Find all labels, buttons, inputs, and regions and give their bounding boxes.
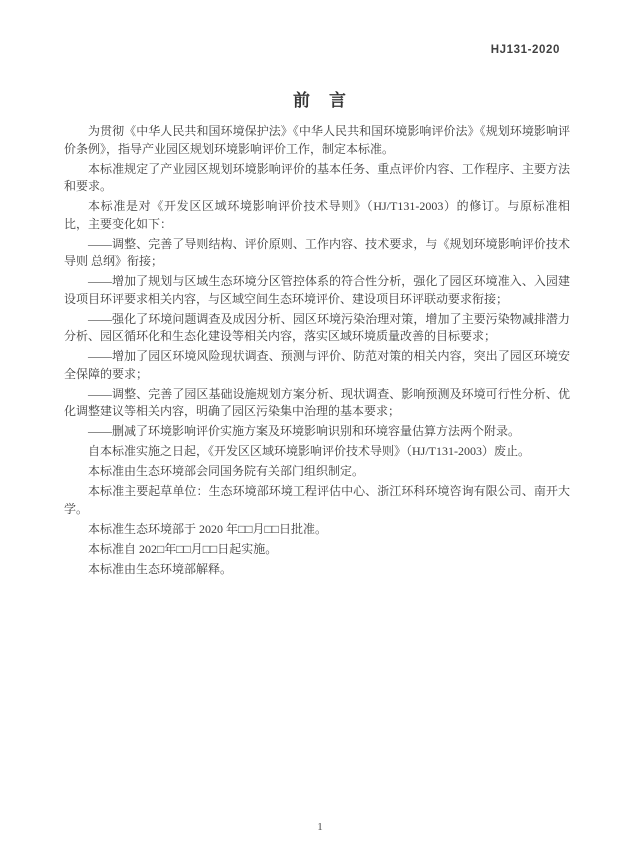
- paragraph-change-1: ——调整、完善了导则结构、评价原则、工作内容、技术要求，与《规划环境影响评价技术导则 总纲》衔接；: [64, 236, 570, 268]
- paragraph-change-6: ——删减了环境影响评价实施方案及环境影响识别和环境容量估算方法两个附录。: [88, 424, 521, 438]
- paragraph-change-5: ——调整、完善了园区基础设施规划方案分析、现状调查、影响预测及环境可行性分析、优化调整建议等相关内容，明确了园区污染集中治理的基本要求；: [64, 386, 570, 418]
- paragraph-scope: 本标准规定了产业园区规划环境影响评价的基本任务、重点评价内容、工作程序、主要方法和要求。: [64, 161, 570, 193]
- paragraph-purpose: 为贯彻《中华人民共和国环境保护法》《中华人民共和国环境影响评价法》《规划环境影响评价条例》，指导产业园区规划环境影响评价工作，制定本标准。: [64, 124, 570, 156]
- paragraph-drafters: 本标准主要起草单位：生态环境部环境工程评估中心、浙江环科环境咨询有限公司、南开大学。: [64, 484, 570, 516]
- paragraph-interpret: 本标准由生态环境部解释。: [88, 561, 233, 576]
- paragraph-abolish: 自本标准实施之日起，《开发区区域环境影响评价技术导则》（HJ/T131-2003）废止。: [88, 444, 530, 458]
- paragraph-change-3: ——强化了环境问题调查及成因分析、园区环境污染治理对策，增加了主要污染物减排潜力分析、园区循环化和生态化建设等相关内容，落实区域环境质量改善的目标要求；: [64, 311, 570, 343]
- page-title: 前 言: [293, 91, 347, 110]
- paragraph-change-4: ——增加了园区环境风险现状调查、预测与评价、防范对策的相关内容，突出了园区环境安全保障的要求；: [64, 349, 570, 381]
- paragraph-effective: 本标准自 202□年□□月□□日起实施。: [88, 541, 278, 556]
- standard-code: HJ131-2020: [490, 44, 560, 56]
- paragraph-change-2: ——增加了规划与区域生态环境分区管控体系的符合性分析，强化了园区环境准入、入园建设项目环评要求相关内容，与区域空间生态环境评价、建设项目环评联动要求衔接；: [64, 274, 570, 306]
- page-number: 1: [317, 821, 323, 833]
- paragraph-organizer: 本标准由生态环境部会同国务院有关部门组织制定。: [88, 464, 365, 478]
- paragraph-revision: 本标准是对《开发区区域环境影响评价技术导则》（HJ/T131-2003）的修订。与原标准相比，主要变化如下：: [64, 199, 570, 231]
- paragraph-approval: 本标准生态环境部于 2020 年□□月□□日批准。: [88, 521, 327, 536]
- document-body: [0, 123, 640, 578]
